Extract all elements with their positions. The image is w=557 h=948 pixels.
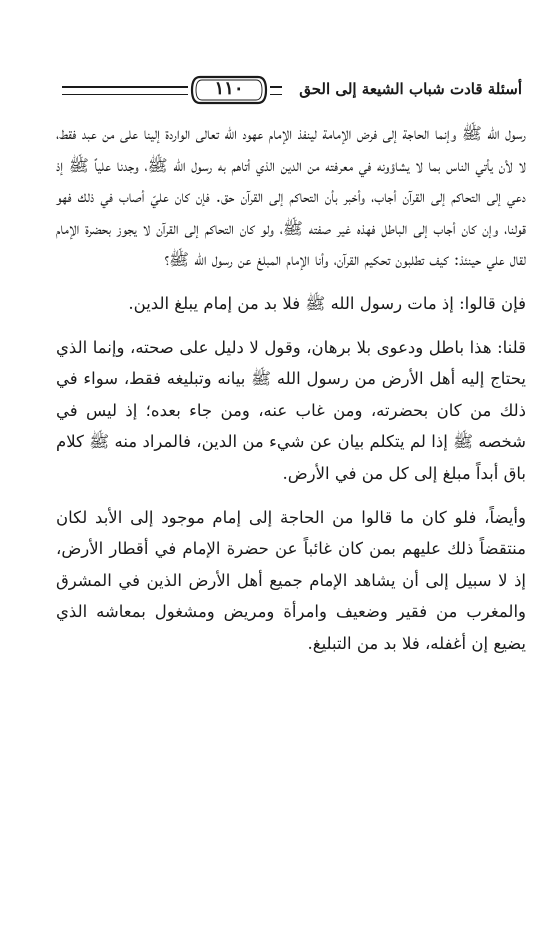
paragraph-text: فإن قالوا: إذ مات رسول الله ﷺ فلا بد من إمام يبلغ الدين. xyxy=(128,293,526,313)
running-header xyxy=(62,74,522,110)
paragraph xyxy=(56,118,526,276)
paragraph xyxy=(56,332,526,490)
header-rule-short xyxy=(270,86,282,95)
page-number: ١١٠ xyxy=(214,78,244,99)
body-text xyxy=(56,118,526,660)
paragraph-text: رسول الله ﷺ وإنما الحاجة إلى فرض الإمامة لينفذ الإمام عهود الله تعالى الواردة إلينا على من عبد فقط، لا لأن يأتي الناس بما لا يشاؤونه في معرفته من الدين الذي أتاهم به رسول الله ﷺ، وجدنا علياً ﷺ إذ دعي إلى التحاكم إلى القرآن أجاب، وأخبر بأن التحاكم إلى القرآن حق. فإن كان عليّ أصاب في ذلك فهو قولنا، وإن كان أجاب إلى الباطل فهذه غير صفته ﷺ، ولو كان التحاكم إلى القرآن لا يجوز بحضرة الإمام لقال علي حينئذ: كيف تطلبون تحكيم القرآن، وأنا الإمام المبلغ عن رسول الله ﷺ؟ xyxy=(56,124,526,270)
paragraph-text: قلنا: هذا باطل ودعوى بلا برهان، وقول لا دليل على صحته، وإنما الذي يحتاج إليه أهل الأرض من رسول الله ﷺ بيانه وتبليغه فقط، سواء في ذلك من كان بحضرته، ومن غاب عنه، ومن جاء بعده؛ إذ ليس في شخصه ﷺ إذا لم يتكلم بيان عن شيء من الدين، فالمراد منه ﷺ كلام باق أبداً مبلغ إلى كل من في الأرض. xyxy=(56,337,526,483)
paragraph xyxy=(56,502,526,660)
paragraph xyxy=(56,288,526,320)
paragraph-text: وأيضاً، فلو كان ما قالوا من الحاجة إلى إمام موجود إلى الأبد لكان منتقضاً ذلك عليهم بمن كان غائباً عن حضرة الإمام في أقطار الأرض، إذ لا سبيل إلى أن يشاهد الإمام جميع أهل الأرض الذين في المشرق والمغرب من فقير وضعيف وامرأة ومريض ومشغول بمعاشه الذي يضيع إن أغفله، فلا بد من التبليغ. xyxy=(56,507,526,653)
header-title: أسئلة قادت شباب الشيعة إلى الحق xyxy=(299,80,522,98)
header-rule xyxy=(62,86,188,95)
page-number-ornament xyxy=(190,74,268,106)
